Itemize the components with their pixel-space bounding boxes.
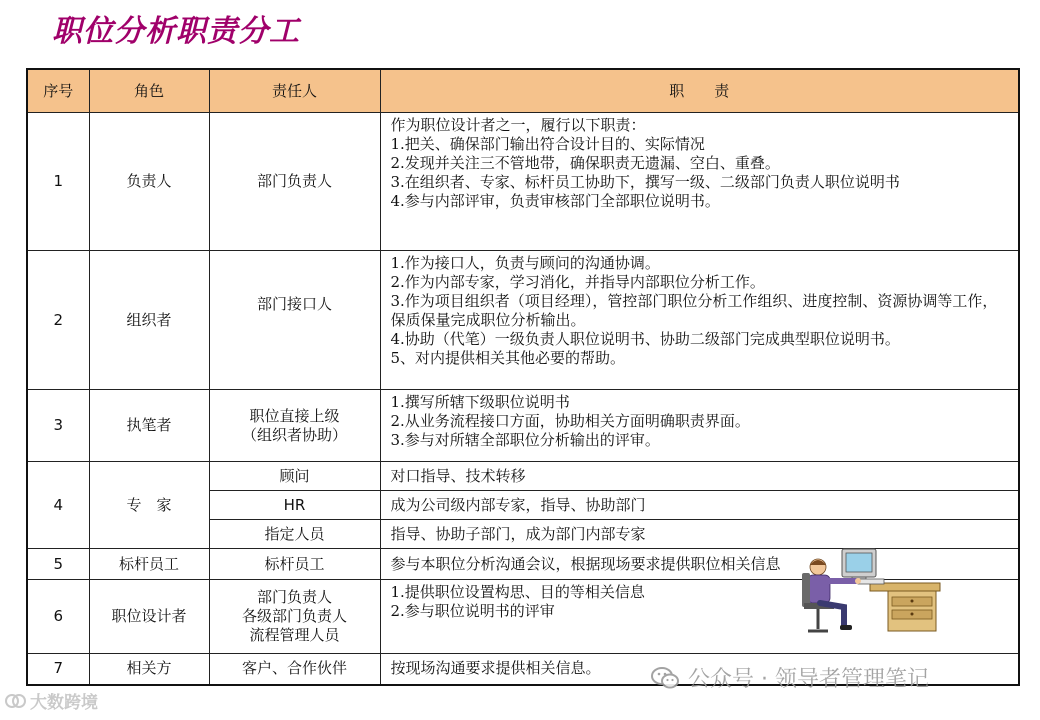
row-role: 负责人 [89,113,209,251]
header-num: 序号 [27,69,89,113]
duty-line: 1.把关、确保部门输出符合设计目的、实际情况 [390,135,705,153]
table-row [27,251,1019,390]
row-role: 相关方 [89,654,209,685]
brand-logo [4,688,98,713]
header-duty: 职 责 [380,69,1019,113]
duty-line: 1.撰写所辖下级职位说明书 [390,393,570,411]
row-num: 3 [27,390,89,462]
watermark [650,662,929,693]
row-owner: 客户、合作伙伴 [209,654,380,685]
row-duty: 对口指导、技术转移 [380,462,1019,491]
duty-line: 3.参与对所辖全部职位分析输出的评审。 [390,431,660,449]
row-num: 6 [27,580,89,654]
owner-line: 流程管理人员 [249,626,340,644]
table-row [27,390,1019,462]
watermark-text: 公众号 · 领导者管理笔记 [688,667,929,692]
duty-line: 作为职位设计者之一，履行以下职责： [390,116,646,134]
row-num: 4 [27,462,89,549]
row-duty: 指导、协助子部门，成为部门内部专家 [380,520,1019,549]
row-duties [380,390,1019,462]
row-owner [209,580,380,654]
brand-text: 大数跨境 [30,693,98,713]
row-duties [380,113,1019,251]
row-owner: 部门负责人 [209,113,380,251]
duty-line: 2.参与职位说明书的评审 [390,602,555,620]
owner-line: （组织者协助） [241,425,347,444]
duty-line: 4.参与内部评审，负责审核部门全部职位说明书。 [390,192,720,210]
wechat-icon [650,666,680,690]
duty-line: 4.协助（代笔）一级负责人职位说明书、协助二级部门完成典型职位说明书。 [390,330,900,348]
brand-icon [4,693,26,709]
row-num: 2 [27,251,89,390]
duty-line: 3.作为项目组织者（项目经理），管控部门职位分析工作组织、进度控制、资源协调等工作，保质保量完成职位分析输出。 [390,292,998,329]
row-owner: 指定人员 [209,520,380,549]
table-row [27,462,1019,491]
page-title: 职位分析职责分工 [52,14,300,49]
owner-line: 各级部门负责人 [241,607,347,625]
duty-line: 2.发现并关注三不管地带，确保职责无遗漏、空白、重叠。 [390,154,780,172]
owner-line: 部门负责人 [256,588,332,606]
row-role: 专 家 [89,462,209,549]
table-row [27,113,1019,251]
row-role: 标杆员工 [89,549,209,580]
owner-line: 职位直接上级 [249,406,340,425]
row-num: 5 [27,549,89,580]
row-owner: HR [209,491,380,520]
row-num: 7 [27,654,89,685]
table-header-row [27,69,1019,113]
row-owner: 标杆员工 [209,549,380,580]
row-duty: 成为公司级内部专家，指导、协助部门 [380,491,1019,520]
row-role: 职位设计者 [89,580,209,654]
person-at-computer-clipart [800,545,945,637]
row-role: 组织者 [89,251,209,390]
header-role: 角色 [89,69,209,113]
row-owner: 部门接口人 [209,251,380,390]
duty-line: 3.在组织者、专家、标杆员工协助下，撰写一级、二级部门负责人职位说明书 [390,173,900,191]
row-owner [209,390,380,462]
duty-line: 5、对内提供相关其他必要的帮助。 [390,349,626,367]
row-num: 1 [27,113,89,251]
row-duty: 参与本职位分析沟通会议，根据现场要求提供职位相关信息 [380,549,1019,580]
duty-line: 1.作为接口人，负责与顾问的沟通协调。 [390,254,660,272]
header-owner: 责任人 [209,69,380,113]
row-owner: 顾问 [209,462,380,491]
row-role: 执笔者 [89,390,209,462]
duty-line: 1.提供职位设置构思、目的等相关信息 [390,583,645,601]
duty-line: 2.从业务流程接口方面，协助相关方面明确职责界面。 [390,412,750,430]
row-duty: 按现场沟通要求提供相关信息。 [380,654,1019,685]
row-duties [380,251,1019,390]
duty-line: 2.作为内部专家，学习消化，并指导内部职位分析工作。 [390,273,765,291]
